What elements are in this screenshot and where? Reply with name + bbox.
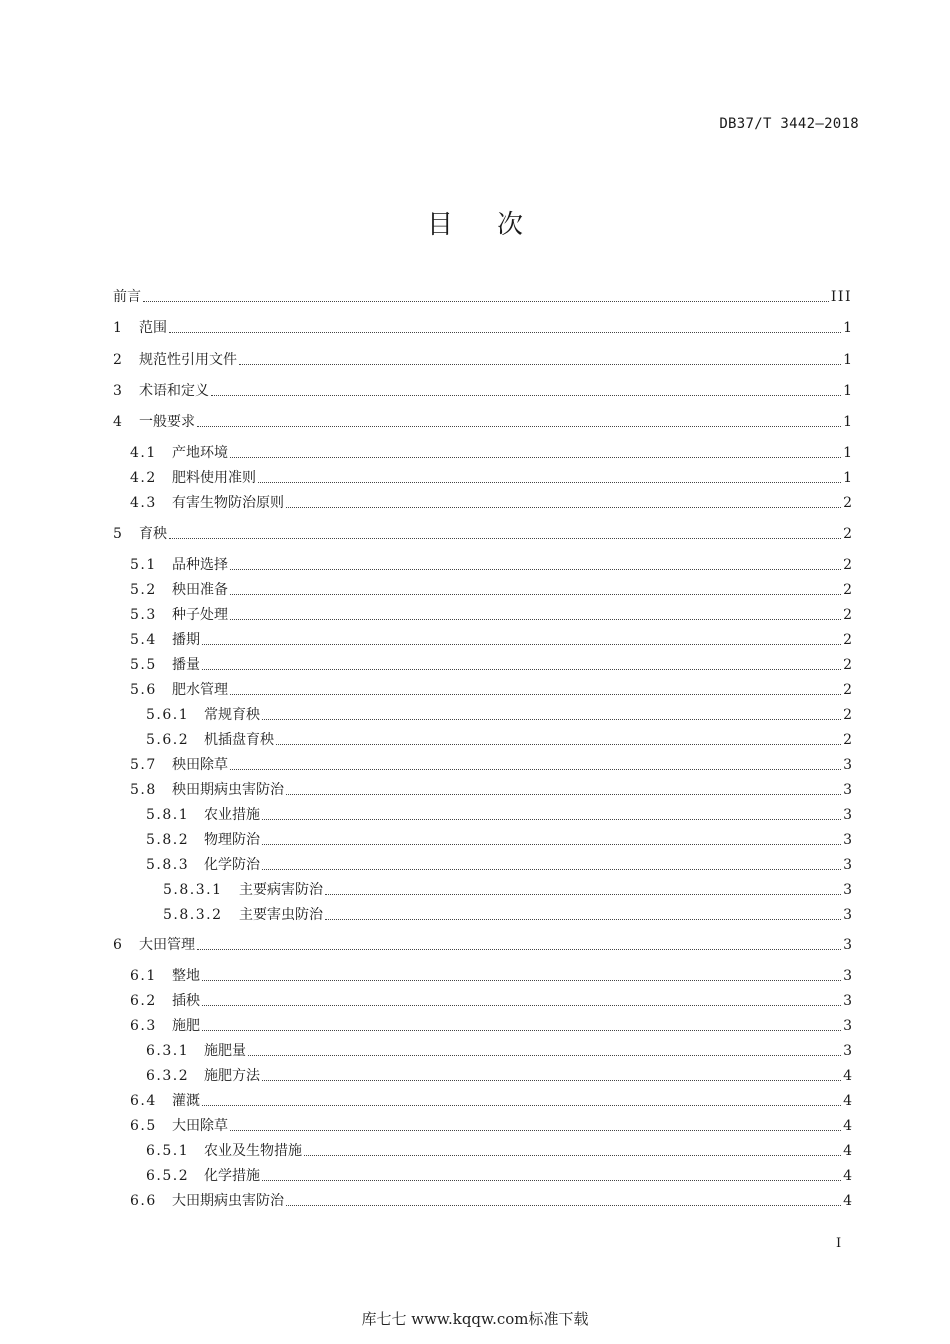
toc-entry-page: 3	[843, 832, 852, 848]
toc-entry[interactable]	[113, 412, 852, 432]
toc-entry-number: 5.8.3.2	[163, 907, 223, 923]
toc-entry[interactable]	[146, 1041, 852, 1061]
toc-entry[interactable]	[130, 580, 852, 600]
toc-entry[interactable]	[130, 966, 852, 986]
toc-entry-label: 一般要求	[139, 414, 195, 430]
toc-entry[interactable]	[113, 935, 852, 955]
title-char-1: 目	[426, 210, 453, 240]
toc-entry[interactable]	[130, 605, 852, 625]
toc-leader-dots	[202, 1104, 841, 1106]
toc-leader-dots	[286, 1204, 841, 1206]
toc-entry-page: 3	[843, 857, 852, 873]
toc-entry-number: 3	[113, 383, 124, 399]
toc-entry-label: 秧田期病虫害防治	[172, 782, 284, 798]
toc-leader-dots	[262, 1179, 841, 1181]
toc-entry[interactable]	[146, 705, 852, 725]
toc-entry-label: 农业及生物措施	[204, 1143, 302, 1159]
toc-entry-page: 3	[843, 782, 852, 798]
toc-entry-page: 2	[843, 657, 852, 673]
toc-entry-label: 施肥量	[204, 1043, 246, 1059]
toc-entry-number: 4.2	[130, 470, 157, 486]
toc-leader-dots	[143, 300, 829, 302]
toc-entry[interactable]	[130, 655, 852, 675]
toc-entry-label: 规范性引用文件	[139, 352, 237, 368]
toc-entry-label: 施肥方法	[204, 1068, 260, 1084]
toc-entry[interactable]	[113, 350, 852, 370]
toc-entry[interactable]	[130, 443, 852, 463]
toc-entry-number: 5.6	[130, 682, 157, 698]
toc-leader-dots	[239, 363, 841, 365]
toc-entry-label: 大田期病虫害防治	[172, 1193, 284, 1209]
toc-entry-number: 6.2	[130, 993, 157, 1009]
toc-entry-label: 主要害虫防治	[239, 907, 323, 923]
toc-entry-number: 2	[113, 352, 124, 368]
toc-entry-number: 6.5.2	[146, 1168, 190, 1184]
toc-entry[interactable]	[113, 287, 852, 307]
toc-entry-label: 主要病害防治	[239, 882, 323, 898]
toc-entry[interactable]	[146, 1166, 852, 1186]
toc-entry[interactable]	[113, 318, 852, 338]
toc-entry-label: 播期	[172, 632, 200, 648]
toc-entry[interactable]	[130, 680, 852, 700]
toc-entry-page: 1	[843, 445, 852, 461]
toc-entry-number: 5.3	[130, 607, 157, 623]
toc-entry-label: 秧田准备	[172, 582, 228, 598]
toc-entry[interactable]	[130, 630, 852, 650]
footer-watermark: 库七七 www.kqqw.com标准下载	[361, 1310, 589, 1328]
toc-entry-number: 6.3.1	[146, 1043, 190, 1059]
toc-entry-label: 肥水管理	[172, 682, 228, 698]
toc-entry-label: 施肥	[172, 1018, 200, 1034]
toc-entry-page: 4	[843, 1168, 852, 1184]
toc-entry-number: 5.6.2	[146, 732, 190, 748]
toc-entry-page: 1	[843, 470, 852, 486]
toc-entry-page: 3	[843, 907, 852, 923]
toc-entry-number: 5.8.3	[146, 857, 190, 873]
toc-entry-page: 4	[843, 1093, 852, 1109]
toc-entry-number: 5.5	[130, 657, 157, 673]
toc-entry-number: 4	[113, 414, 124, 430]
toc-entry-label: 整地	[172, 968, 200, 984]
toc-entry[interactable]	[113, 524, 852, 544]
toc-entry[interactable]	[130, 1016, 852, 1036]
toc-entry-label: 灌溉	[172, 1093, 200, 1109]
toc-leader-dots	[230, 1129, 841, 1131]
toc-entry-label: 机插盘育秧	[204, 732, 274, 748]
toc-entry-label: 肥料使用准则	[172, 470, 256, 486]
toc-leader-dots	[202, 979, 841, 981]
toc-entry-page: 4	[843, 1118, 852, 1134]
toc-entry-page: 3	[843, 882, 852, 898]
toc-entry-page: 2	[843, 526, 852, 542]
toc-entry[interactable]	[130, 493, 852, 513]
toc-leader-dots	[262, 1079, 841, 1081]
toc-entry-page: 3	[843, 937, 852, 953]
toc-leader-dots	[230, 693, 841, 695]
toc-entry-label: 常规育秧	[204, 707, 260, 723]
toc-entry-label: 大田管理	[139, 937, 195, 953]
toc-leader-dots	[304, 1154, 841, 1156]
toc-leader-dots	[202, 1004, 841, 1006]
toc-leader-dots	[230, 768, 841, 770]
toc-entry-page: 1	[843, 352, 852, 368]
toc-entry[interactable]	[146, 855, 852, 875]
toc-entry[interactable]	[146, 730, 852, 750]
toc-entry-label: 化学措施	[204, 1168, 260, 1184]
toc-entry-number: 5.4	[130, 632, 157, 648]
toc-entry-label: 种子处理	[172, 607, 228, 623]
toc-entry-page: 1	[843, 383, 852, 399]
toc-entry-page: 2	[843, 557, 852, 573]
toc-entry-number: 5.2	[130, 582, 157, 598]
toc-entry-label: 产地环境	[172, 445, 228, 461]
toc-entry-label: 品种选择	[172, 557, 228, 573]
toc-entry-label: 前言	[113, 289, 141, 305]
toc-leader-dots	[197, 948, 841, 950]
toc-entry[interactable]	[130, 780, 852, 800]
toc-entry-page: 3	[843, 1043, 852, 1059]
toc-entry-number: 5.8.2	[146, 832, 190, 848]
toc-entry[interactable]	[163, 905, 852, 925]
toc-leader-dots	[262, 843, 841, 845]
toc-entry-page: III	[830, 289, 852, 305]
toc-entry-number: 6.6	[130, 1193, 157, 1209]
toc-entry-label: 播量	[172, 657, 200, 673]
toc-entry-number: 6.1	[130, 968, 157, 984]
toc-leader-dots	[262, 868, 841, 870]
toc-entry-page: 4	[843, 1143, 852, 1159]
toc-entry[interactable]	[146, 830, 852, 850]
toc-entry-number: 6.4	[130, 1093, 157, 1109]
toc-leader-dots	[230, 456, 841, 458]
toc-entry-label: 插秧	[172, 993, 200, 1009]
toc-entry-page: 1	[843, 320, 852, 336]
toc-entry-number: 6.5	[130, 1118, 157, 1134]
toc-leader-dots	[202, 643, 841, 645]
toc-leader-dots	[276, 743, 841, 745]
toc-entry[interactable]	[130, 1091, 852, 1111]
toc-entry[interactable]	[130, 555, 852, 575]
toc-entry-page: 2	[843, 707, 852, 723]
toc-leader-dots	[248, 1054, 841, 1056]
toc-entry-page: 4	[843, 1193, 852, 1209]
toc-entry-page: 2	[843, 632, 852, 648]
toc-leader-dots	[262, 718, 841, 720]
toc-entry-number: 6.3.2	[146, 1068, 190, 1084]
toc-entry-page: 3	[843, 757, 852, 773]
toc-entry-label: 农业措施	[204, 807, 260, 823]
toc-entry-number: 4.3	[130, 495, 157, 511]
title-char-2: 次	[497, 210, 524, 240]
toc-leader-dots	[197, 425, 841, 427]
toc-entry[interactable]	[146, 1066, 852, 1086]
toc-entry-number: 6.5.1	[146, 1143, 190, 1159]
toc-entry-number: 1	[113, 320, 124, 336]
toc-entry-label: 育秧	[139, 526, 167, 542]
toc-entry-page: 1	[843, 414, 852, 430]
toc-entry-number: 4.1	[130, 445, 157, 461]
toc-entry[interactable]	[113, 381, 852, 401]
toc-entry-label: 范围	[139, 320, 167, 336]
toc-entry-number: 5	[113, 526, 124, 542]
toc-entry-page: 4	[843, 1068, 852, 1084]
page-number: I	[836, 1236, 842, 1251]
toc-entry-number: 5.8.1	[146, 807, 190, 823]
toc-entry-number: 5.7	[130, 757, 157, 773]
toc-entry[interactable]	[130, 991, 852, 1011]
toc-entry-page: 2	[843, 607, 852, 623]
toc-entry[interactable]	[146, 805, 852, 825]
toc-entry-label: 有害生物防治原则	[172, 495, 284, 511]
toc-entry-number: 5.8	[130, 782, 157, 798]
toc-entry-page: 2	[843, 495, 852, 511]
toc-entry[interactable]	[130, 1191, 852, 1211]
toc-entry-label: 物理防治	[204, 832, 260, 848]
toc-leader-dots	[262, 818, 841, 820]
toc-entry-label: 秧田除草	[172, 757, 228, 773]
toc-leader-dots	[211, 394, 841, 396]
toc-entry[interactable]	[130, 1116, 852, 1136]
toc-leader-dots	[169, 331, 841, 333]
toc-entry-number: 5.8.3.1	[163, 882, 223, 898]
toc-leader-dots	[230, 618, 841, 620]
toc-leader-dots	[325, 918, 841, 920]
toc-entry-number: 6.3	[130, 1018, 157, 1034]
standard-code: DB37/T 3442—2018	[719, 116, 859, 132]
toc-leader-dots	[286, 506, 841, 508]
toc-leader-dots	[230, 593, 841, 595]
toc-entry-page: 3	[843, 1018, 852, 1034]
toc-entry-page: 3	[843, 993, 852, 1009]
toc-leader-dots	[258, 481, 841, 483]
toc-entry-label: 术语和定义	[139, 383, 209, 399]
toc-entry-page: 3	[843, 807, 852, 823]
toc-entry-label: 化学防治	[204, 857, 260, 873]
toc-leader-dots	[230, 568, 841, 570]
toc-leader-dots	[325, 893, 841, 895]
toc-leader-dots	[286, 793, 841, 795]
toc-entry-page: 2	[843, 682, 852, 698]
toc-entry-number: 5.1	[130, 557, 157, 573]
toc-entry[interactable]	[130, 468, 852, 488]
toc-leader-dots	[202, 668, 841, 670]
toc-entry[interactable]	[146, 1141, 852, 1161]
toc-entry-label: 大田除草	[172, 1118, 228, 1134]
toc-entry[interactable]	[163, 880, 852, 900]
toc-leader-dots	[202, 1029, 841, 1031]
toc-entry-page: 2	[843, 732, 852, 748]
toc-entry-page: 3	[843, 968, 852, 984]
toc-entry-number: 5.6.1	[146, 707, 190, 723]
toc-entry[interactable]	[130, 755, 852, 775]
page-title	[0, 204, 950, 241]
toc-entry-page: 2	[843, 582, 852, 598]
toc-leader-dots	[169, 537, 841, 539]
toc-entry-number: 6	[113, 937, 124, 953]
